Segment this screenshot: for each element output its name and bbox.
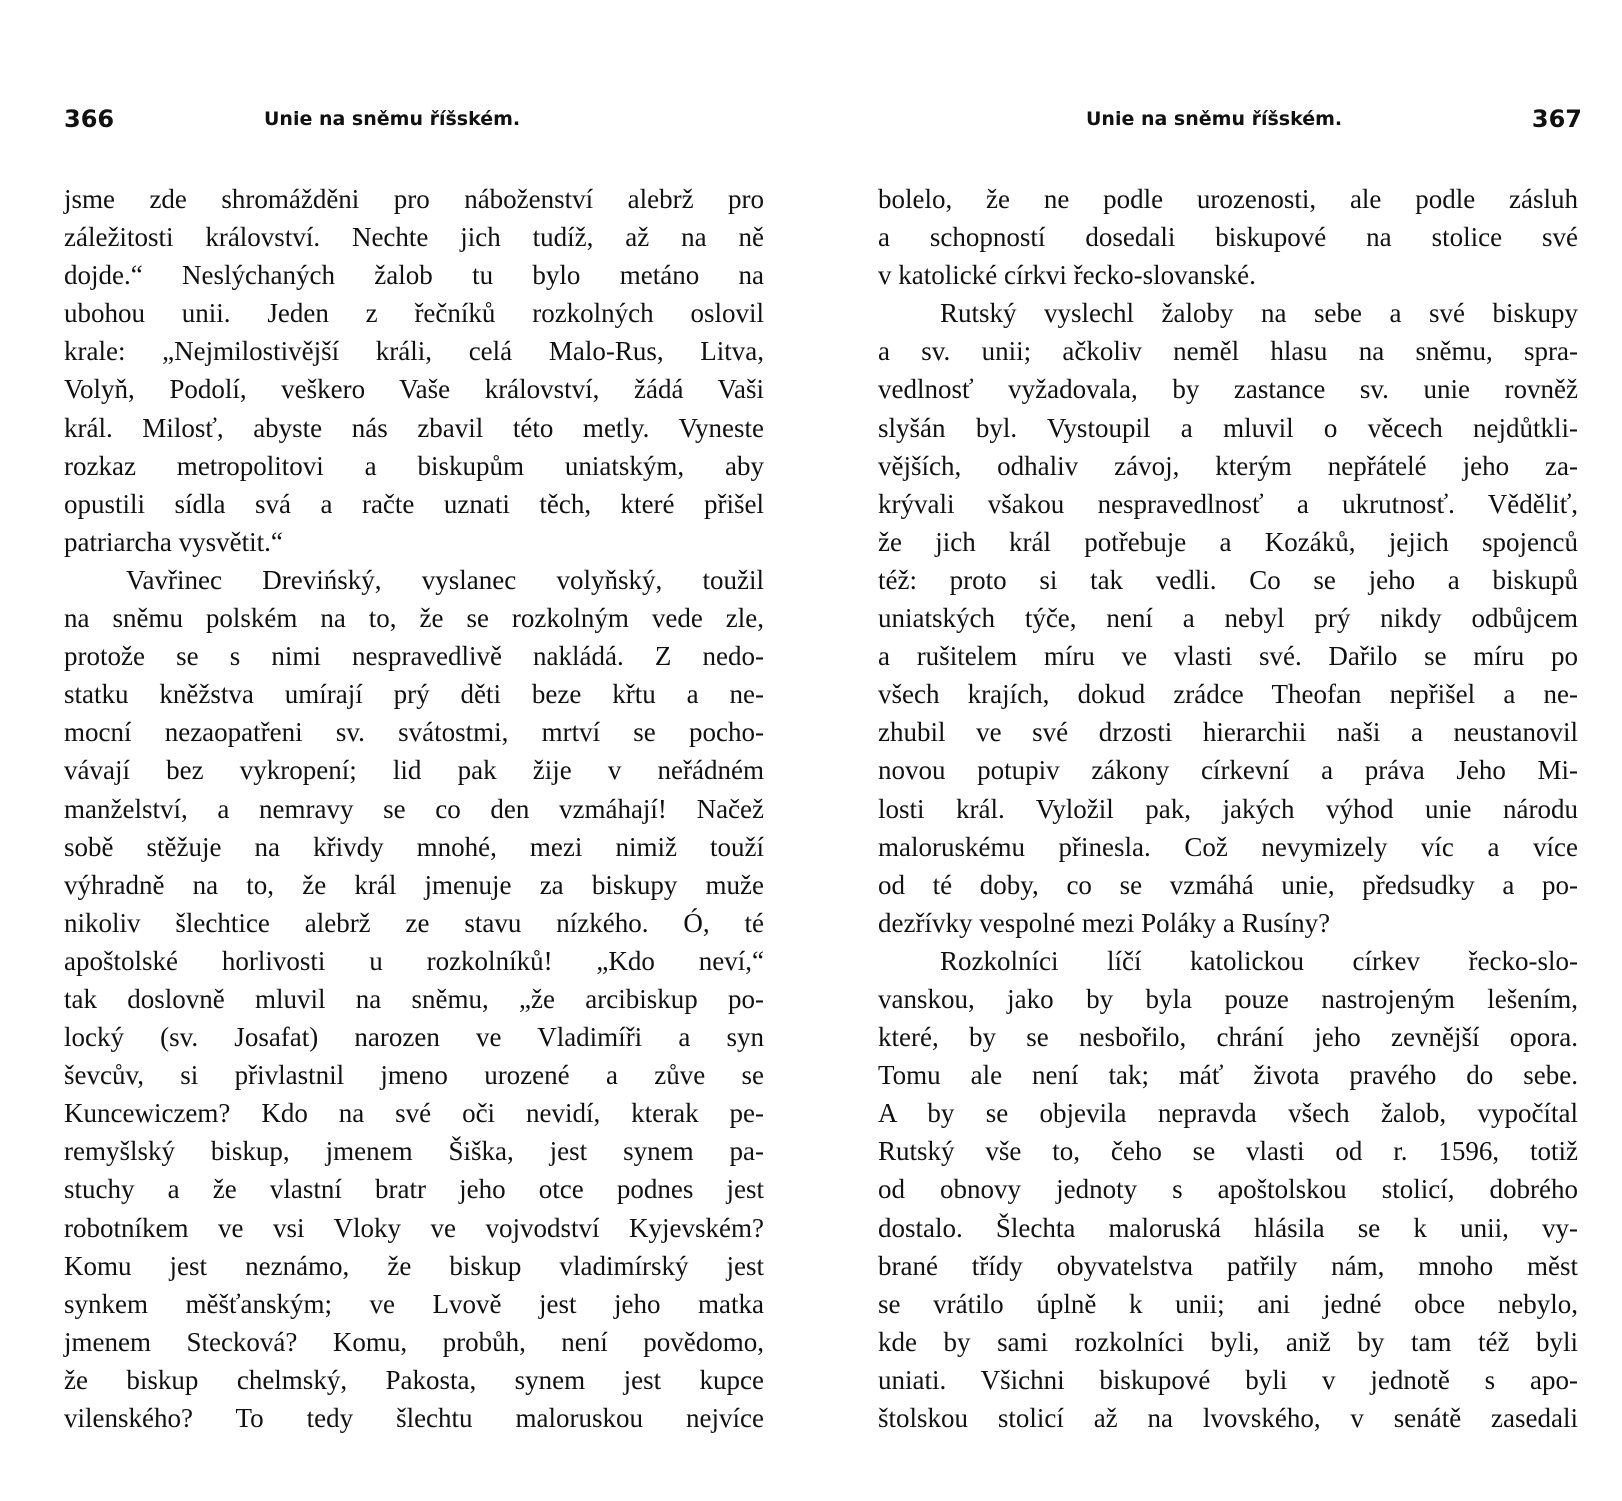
text-line: synkem měšťanským; ve Lvově jest jeho matka bbox=[64, 1288, 764, 1319]
text-line: locký (sv. Josafat) narozen ve Vladimíři a syn bbox=[64, 1022, 764, 1053]
text-line: statku kněžstva umírají prý děti beze křtu a ne- bbox=[64, 679, 764, 710]
text-line: remyšlský biskup, jmenem Šiška, jest synem pa- bbox=[64, 1136, 764, 1167]
text-line: Volyň, Podolí, veškero Vaše království, žádá Vaši bbox=[64, 374, 764, 405]
text-line: tak doslovně mluvil na sněmu, „že arcibiskup po- bbox=[64, 983, 764, 1014]
right-page bbox=[878, 0, 1582, 1501]
text-line: a sv. unii; ačkoliv neměl hlasu na sněmu, spra- bbox=[878, 336, 1578, 367]
text-line: apoštolské horlivosti u rozkolníků! „Kdo neví,“ bbox=[64, 945, 764, 976]
text-line: od té doby, co se vzmáhá unie, předsudky a po- bbox=[878, 869, 1578, 900]
text-line: vilenského? To tedy šlechtu maloruskou nejvíce bbox=[64, 1403, 764, 1433]
text-line: vějších, odhaliv závoj, kterým nepřátelé jeho za- bbox=[878, 450, 1578, 481]
left-page-number: 366 bbox=[64, 105, 115, 133]
left-body-text bbox=[64, 180, 764, 1437]
text-line: nikoliv šlechtice alebrž ze stavu nízkého. Ó, té bbox=[64, 907, 764, 938]
text-line: protože se s nimi nespravedlivě nakládá. Z nedo- bbox=[64, 641, 764, 672]
text-line: Tomu ale není tak; máť života pravého do sebe. bbox=[878, 1060, 1578, 1091]
text-line: záležitosti království. Nechte jich tudíž, až na ně bbox=[64, 222, 764, 253]
right-body-text bbox=[878, 180, 1578, 1437]
text-line: dezřívky vespolné mezi Poláky a Rusíny? bbox=[878, 907, 1331, 938]
text-line: že biskup chelmský, Pakosta, synem jest kupce bbox=[64, 1364, 764, 1395]
text-line: Kuncewiczem? Kdo na své oči nevidí, kterak pe- bbox=[64, 1098, 764, 1129]
text-line: jsme zde shromážděni pro náboženství alebrž pro bbox=[64, 184, 764, 214]
text-line: Vavřinec Drevińský, vyslanec volyňský, toužil bbox=[126, 564, 764, 595]
text-line: v katolické církvi řecko-slovanské. bbox=[878, 260, 1256, 291]
text-line: že jich král potřebuje a Kozáků, jejich spojenců bbox=[878, 526, 1578, 557]
text-line: krývali všakou nespravedlnosť a ukrutnosť. Věděliť, bbox=[878, 488, 1578, 519]
text-line: vedlnosť vyžadovala, by zastance sv. unie rovněž bbox=[878, 374, 1578, 405]
text-line: ubohou unii. Jeden z řečníků rozkolných oslovil bbox=[64, 298, 764, 329]
text-line: od obnovy jednoty s apoštolskou stolicí, dobrého bbox=[878, 1174, 1578, 1205]
text-line: Rutský vyslechl žaloby na sebe a své biskupy bbox=[940, 298, 1578, 329]
text-line: stuchy a že vlastní bratr jeho otce podnes jest bbox=[64, 1174, 764, 1205]
text-line: kde by sami rozkolníci byli, aniž by tam též byli bbox=[878, 1326, 1578, 1357]
text-line: dojde.“ Neslýchaných žalob tu bylo metáno na bbox=[64, 260, 764, 291]
text-line: opustili sídla svá a račte uznati těch, které přišel bbox=[64, 488, 764, 519]
text-line: král. Milosť, abyste nás zbavil této metly. Vyneste bbox=[64, 412, 764, 443]
text-line: štolskou stolicí až na lvovského, v senátě zasedali bbox=[878, 1403, 1578, 1433]
text-line: též: proto si tak vedli. Co se jeho a biskupů bbox=[878, 564, 1578, 595]
text-line: se vrátilo úplně k unii; ani jedné obce nebylo, bbox=[878, 1288, 1578, 1319]
text-line: rozkaz metropolitovi a biskupům uniatským, aby bbox=[64, 450, 764, 481]
text-line: A by se objevila nepravda všech žalob, vypočítal bbox=[878, 1098, 1578, 1129]
text-line: ševcův, si přivlastnil jmeno urozené a zůve se bbox=[64, 1060, 764, 1091]
text-line: manželství, a nemravy se co den vzmáhají! Načež bbox=[64, 793, 764, 824]
text-line: losti král. Vyložil pak, jakých výhod unie národu bbox=[878, 793, 1578, 824]
text-line: Komu jest neznámo, že biskup vladimírský jest bbox=[64, 1250, 764, 1281]
text-line: uniati. Všichni biskupové byli v jednotě s apo- bbox=[878, 1364, 1578, 1395]
text-line: brané třídy obyvatelstva patřily nám, mnoho měst bbox=[878, 1250, 1578, 1281]
left-page bbox=[64, 0, 764, 1501]
text-line: maloruskému přinesla. Což nevymizely víc a více bbox=[878, 831, 1578, 862]
text-line: jmenem Stecková? Komu, probůh, není povědomo, bbox=[64, 1326, 764, 1357]
text-line: Rozkolníci líčí katolickou církev řecko-slo- bbox=[940, 945, 1578, 976]
text-line: sobě stěžuje na křivdy mnohé, mezi nimiž touží bbox=[64, 831, 764, 862]
right-page-header bbox=[878, 104, 1582, 134]
text-line: na sněmu polském na to, že se rozkolným vede zle, bbox=[64, 603, 764, 634]
text-line: uniatských týče, není a nebyl prý nikdy odbůjcem bbox=[878, 603, 1578, 634]
text-line: které, by se nesbořilo, chrání jeho zevnější opora. bbox=[878, 1022, 1578, 1053]
text-line: a rušitelem míru ve vlasti své. Dařilo se míru po bbox=[878, 641, 1578, 672]
text-line: slyšán byl. Vystoupil a mluvil o věcech nejdůtkli- bbox=[878, 412, 1578, 443]
text-line: bolelo, že ne podle urozenosti, ale podle zásluh bbox=[878, 184, 1578, 214]
text-line: krale: „Nejmilostivější králi, celá Malo-Rus, Litva, bbox=[64, 336, 764, 367]
text-line: vávají bez vykropení; lid pak žije v neřádném bbox=[64, 755, 764, 786]
text-line: výhradně na to, že král jmenuje za biskupy muže bbox=[64, 869, 764, 900]
text-line: všech krajích, dokud zrádce Theofan nepřišel a ne- bbox=[878, 679, 1578, 710]
text-line: mocní nezaopatřeni sv. svátostmi, mrtví se pocho- bbox=[64, 717, 764, 748]
text-line: zhubil ve své drzosti hierarchii naši a neustanovil bbox=[878, 717, 1578, 748]
left-running-head: Unie na sněmu říšském. bbox=[264, 108, 521, 130]
text-line: vanskou, jako by byla pouze nastrojeným lešením, bbox=[878, 983, 1578, 1014]
text-line: dostalo. Šlechta maloruská hlásila se k unii, vy- bbox=[878, 1212, 1578, 1243]
text-line: patriarcha vysvětit.“ bbox=[64, 526, 283, 557]
text-line: robotníkem ve vsi Vloky ve vojvodství Kyjevském? bbox=[64, 1212, 764, 1243]
text-line: Rutský vše to, čeho se vlasti od r. 1596, totiž bbox=[878, 1136, 1578, 1167]
right-page-number: 367 bbox=[1531, 105, 1582, 133]
text-line: novou potupiv zákony církevní a práva Jeho Mi- bbox=[878, 755, 1578, 786]
text-line: a schopností dosedali biskupové na stolice své bbox=[878, 222, 1578, 253]
right-running-head: Unie na sněmu říšském. bbox=[1086, 108, 1343, 130]
left-page-header bbox=[64, 104, 764, 134]
